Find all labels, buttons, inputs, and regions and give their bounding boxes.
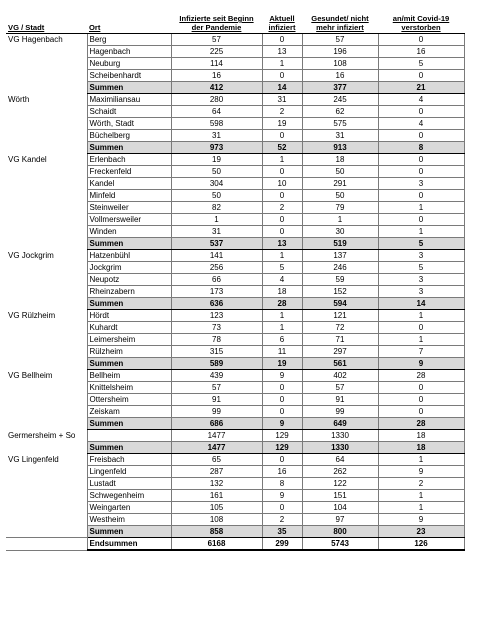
- cell-gesundet: 122: [302, 478, 378, 490]
- cell-verstorben: 0: [378, 406, 464, 418]
- cell-infizierte: 973: [171, 142, 262, 154]
- cell-ort: Erlenbach: [87, 154, 171, 166]
- cell-verstorben: 0: [378, 214, 464, 226]
- cell-aktuell: 13: [262, 46, 302, 58]
- cell-gesundet: 64: [302, 454, 378, 466]
- header-ort: Ort: [87, 10, 171, 34]
- cell-verstorben: 4: [378, 118, 464, 130]
- cell-verstorben: 0: [378, 322, 464, 334]
- cell-aktuell: 19: [262, 358, 302, 370]
- cell-infizierte: 16: [171, 70, 262, 82]
- cell-gesundet: 800: [302, 526, 378, 538]
- cell-stadt-empty: [6, 538, 87, 551]
- cell-ort: Lustadt: [87, 478, 171, 490]
- cell-aktuell: 9: [262, 370, 302, 382]
- cell-gesundet: 104: [302, 502, 378, 514]
- cell-infizierte: 19: [171, 154, 262, 166]
- cell-verstorben: 3: [378, 178, 464, 190]
- cell-ort: Rheinzabern: [87, 286, 171, 298]
- cell-gesundet: 246: [302, 262, 378, 274]
- cell-ort: Vollmersweiler: [87, 214, 171, 226]
- cell-aktuell: 1: [262, 310, 302, 322]
- cell-gesundet: 59: [302, 274, 378, 286]
- header-gesundet: Gesundet/ nicht mehr infiziert: [302, 10, 378, 34]
- cell-gesundet: 262: [302, 466, 378, 478]
- table-header: [6, 10, 464, 34]
- cell-ort: Knittelsheim: [87, 382, 171, 394]
- cell-verstorben: 9: [378, 466, 464, 478]
- cell-verstorben: 18: [378, 442, 464, 454]
- cell-aktuell: 14: [262, 82, 302, 94]
- cell-verstorben: 0: [378, 70, 464, 82]
- cell-infizierte: 1477: [171, 442, 262, 454]
- cell-infizierte: 858: [171, 526, 262, 538]
- cell-ort: Wörth, Stadt: [87, 118, 171, 130]
- cell-ort: Neuburg: [87, 58, 171, 70]
- cell-verstorben: 0: [378, 394, 464, 406]
- cell-infizierte: 99: [171, 406, 262, 418]
- cell-infizierte: 31: [171, 130, 262, 142]
- cell-ort: Schwegenheim: [87, 490, 171, 502]
- cell-gesundet: 575: [302, 118, 378, 130]
- cell-infizierte: 287: [171, 466, 262, 478]
- cell-verstorben: 28: [378, 370, 464, 382]
- cell-infizierte: 64: [171, 106, 262, 118]
- cell-gesundet: 71: [302, 334, 378, 346]
- cell-ort: Hagenbach: [87, 46, 171, 58]
- cell-ort: Minfeld: [87, 190, 171, 202]
- table-row: [6, 454, 464, 466]
- cell-verstorben: 21: [378, 82, 464, 94]
- cell-ort: Neupotz: [87, 274, 171, 286]
- cell-gesundet: 297: [302, 346, 378, 358]
- cell-ort: Bellheim: [87, 370, 171, 382]
- cell-infizierte: 598: [171, 118, 262, 130]
- cell-verstorben: 126: [378, 538, 464, 551]
- cell-infizierte: 57: [171, 34, 262, 46]
- cell-stadt: VG Jockgrim: [8, 250, 54, 260]
- cell-ort: Scheibenhardt: [87, 70, 171, 82]
- cell-ort: Kandel: [87, 178, 171, 190]
- cell-infizierte: 6168: [171, 538, 262, 551]
- cell-aktuell: 2: [262, 106, 302, 118]
- cell-aktuell: 31: [262, 94, 302, 106]
- cell-verstorben: 0: [378, 190, 464, 202]
- cell-ort: Weingarten: [87, 502, 171, 514]
- cell-aktuell: 0: [262, 406, 302, 418]
- cell-verstorben: 28: [378, 418, 464, 430]
- cell-infizierte: 412: [171, 82, 262, 94]
- cell-verstorben: 14: [378, 298, 464, 310]
- cell-ort: Maximiliansau: [87, 94, 171, 106]
- cell-infizierte: 1477: [171, 430, 262, 442]
- cell-infizierte: 1: [171, 214, 262, 226]
- header-verstorben: an/mit Covid-19 verstorben: [378, 10, 464, 34]
- cell-aktuell: 0: [262, 190, 302, 202]
- cell-gesundet: 561: [302, 358, 378, 370]
- cell-aktuell: 2: [262, 514, 302, 526]
- cell-infizierte: 132: [171, 478, 262, 490]
- cell-verstorben: 2: [378, 478, 464, 490]
- cell-aktuell: 35: [262, 526, 302, 538]
- cell-ort: Leimersheim: [87, 334, 171, 346]
- cell-aktuell: 28: [262, 298, 302, 310]
- summary-label: Summen: [87, 358, 171, 370]
- cell-aktuell: 0: [262, 394, 302, 406]
- cell-gesundet: 1: [302, 214, 378, 226]
- cell-verstorben: 0: [378, 166, 464, 178]
- cell-ort: Rülzheim: [87, 346, 171, 358]
- summary-label: Summen: [87, 82, 171, 94]
- cell-verstorben: 5: [378, 238, 464, 250]
- cell-aktuell: 13: [262, 238, 302, 250]
- cell-aktuell: 0: [262, 502, 302, 514]
- table-row: [6, 250, 464, 262]
- cell-gesundet: 1330: [302, 442, 378, 454]
- cell-gesundet: 152: [302, 286, 378, 298]
- cell-infizierte: 256: [171, 262, 262, 274]
- cell-gesundet: 151: [302, 490, 378, 502]
- cell-infizierte: 66: [171, 274, 262, 286]
- cell-gesundet: 594: [302, 298, 378, 310]
- cell-verstorben: 1: [378, 310, 464, 322]
- cell-verstorben: 3: [378, 250, 464, 262]
- cell-gesundet: 402: [302, 370, 378, 382]
- cell-aktuell: 16: [262, 466, 302, 478]
- cell-aktuell: 8: [262, 478, 302, 490]
- cell-infizierte: 686: [171, 418, 262, 430]
- cell-ort: Lingenfeld: [87, 466, 171, 478]
- cell-aktuell: 129: [262, 442, 302, 454]
- summary-label: Summen: [87, 238, 171, 250]
- cell-verstorben: 1: [378, 334, 464, 346]
- cell-gesundet: 72: [302, 322, 378, 334]
- cell-gesundet: 913: [302, 142, 378, 154]
- cell-ort: Zeiskam: [87, 406, 171, 418]
- cell-infizierte: 304: [171, 178, 262, 190]
- cell-gesundet: 97: [302, 514, 378, 526]
- cell-stadt: VG Kandel: [8, 154, 47, 164]
- cell-aktuell: 129: [262, 430, 302, 442]
- cell-ort: Westheim: [87, 514, 171, 526]
- cell-aktuell: 19: [262, 118, 302, 130]
- cell-aktuell: 5: [262, 262, 302, 274]
- cell-aktuell: 9: [262, 490, 302, 502]
- cell-verstorben: 7: [378, 346, 464, 358]
- cell-verstorben: 9: [378, 358, 464, 370]
- cell-aktuell: 0: [262, 382, 302, 394]
- cell-aktuell: 1: [262, 154, 302, 166]
- cell-infizierte: 315: [171, 346, 262, 358]
- cell-gesundet: 57: [302, 382, 378, 394]
- cell-ort: Hatzenbühl: [87, 250, 171, 262]
- cell-aktuell: 2: [262, 202, 302, 214]
- cell-aktuell: 1: [262, 250, 302, 262]
- cell-gesundet: 196: [302, 46, 378, 58]
- cell-infizierte: 537: [171, 238, 262, 250]
- cell-gesundet: 16: [302, 70, 378, 82]
- table-row: [6, 430, 464, 442]
- cell-gesundet: 245: [302, 94, 378, 106]
- covid-case-table: [6, 10, 465, 551]
- summary-label: Summen: [87, 526, 171, 538]
- table-row: [6, 370, 464, 382]
- cell-ort: Berg: [87, 34, 171, 46]
- table-row: [6, 154, 464, 166]
- cell-infizierte: 78: [171, 334, 262, 346]
- summary-label: Summen: [87, 442, 171, 454]
- cell-ort: Freisbach: [87, 454, 171, 466]
- cell-verstorben: 0: [378, 34, 464, 46]
- cell-verstorben: 0: [378, 130, 464, 142]
- cell-infizierte: 50: [171, 166, 262, 178]
- cell-verstorben: 0: [378, 382, 464, 394]
- cell-verstorben: 3: [378, 286, 464, 298]
- cell-gesundet: 519: [302, 238, 378, 250]
- cell-verstorben: 1: [378, 226, 464, 238]
- grand-total-row: [6, 538, 464, 551]
- cell-gesundet: 62: [302, 106, 378, 118]
- cell-verstorben: 3: [378, 274, 464, 286]
- cell-gesundet: 1330: [302, 430, 378, 442]
- cell-gesundet: 5743: [302, 538, 378, 551]
- cell-infizierte: 123: [171, 310, 262, 322]
- cell-stadt: Wörth: [8, 94, 30, 104]
- cell-stadt: VG Rülzheim: [8, 310, 56, 320]
- cell-aktuell: 4: [262, 274, 302, 286]
- cell-verstorben: 0: [378, 154, 464, 166]
- cell-gesundet: 18: [302, 154, 378, 166]
- cell-verstorben: 5: [378, 262, 464, 274]
- cell-infizierte: 225: [171, 46, 262, 58]
- cell-infizierte: 91: [171, 394, 262, 406]
- cell-infizierte: 161: [171, 490, 262, 502]
- cell-verstorben: 8: [378, 142, 464, 154]
- cell-gesundet: 137: [302, 250, 378, 262]
- cell-aktuell: 299: [262, 538, 302, 551]
- cell-ort: Ottersheim: [87, 394, 171, 406]
- cell-ort: Winden: [87, 226, 171, 238]
- cell-infizierte: 439: [171, 370, 262, 382]
- cell-aktuell: 1: [262, 58, 302, 70]
- cell-verstorben: 9: [378, 514, 464, 526]
- cell-aktuell: 1: [262, 322, 302, 334]
- cell-stadt: VG Hagenbach: [8, 35, 63, 44]
- cell-gesundet: 377: [302, 82, 378, 94]
- table-row: [6, 34, 464, 46]
- header-aktuell: Aktuell infiziert: [262, 10, 302, 34]
- cell-verstorben: 1: [378, 502, 464, 514]
- cell-gesundet: 121: [302, 310, 378, 322]
- cell-infizierte: 50: [171, 190, 262, 202]
- cell-gesundet: 30: [302, 226, 378, 238]
- cell-ort: Büchelberg: [87, 130, 171, 142]
- cell-verstorben: 5: [378, 58, 464, 70]
- cell-infizierte: 141: [171, 250, 262, 262]
- cell-ort: Hördt: [87, 310, 171, 322]
- cell-aktuell: 0: [262, 130, 302, 142]
- table-row: [6, 310, 464, 322]
- cell-gesundet: 50: [302, 190, 378, 202]
- cell-aktuell: 52: [262, 142, 302, 154]
- cell-aktuell: 0: [262, 70, 302, 82]
- cell-gesundet: 91: [302, 394, 378, 406]
- cell-aktuell: 18: [262, 286, 302, 298]
- summary-label: Summen: [87, 298, 171, 310]
- cell-infizierte: 105: [171, 502, 262, 514]
- summary-label: Summen: [87, 418, 171, 430]
- cell-verstorben: 0: [378, 106, 464, 118]
- summary-label: Summen: [87, 142, 171, 154]
- cell-infizierte: 636: [171, 298, 262, 310]
- cell-infizierte: 82: [171, 202, 262, 214]
- cell-verstorben: 1: [378, 202, 464, 214]
- cell-verstorben: 23: [378, 526, 464, 538]
- cell-aktuell: 0: [262, 226, 302, 238]
- table-body: [6, 34, 464, 551]
- cell-gesundet: 79: [302, 202, 378, 214]
- cell-gesundet: 99: [302, 406, 378, 418]
- cell-infizierte: 108: [171, 514, 262, 526]
- header-stadt: VG / Stadt: [6, 10, 87, 34]
- cell-aktuell: 0: [262, 34, 302, 46]
- cell-gesundet: 649: [302, 418, 378, 430]
- cell-infizierte: 57: [171, 382, 262, 394]
- cell-gesundet: 31: [302, 130, 378, 142]
- cell-infizierte: 589: [171, 358, 262, 370]
- cell-gesundet: 57: [302, 34, 378, 46]
- cell-verstorben: 1: [378, 454, 464, 466]
- cell-ort: Kuhardt: [87, 322, 171, 334]
- cell-stadt: Germersheim + So: [8, 430, 76, 440]
- cell-infizierte: 173: [171, 286, 262, 298]
- cell-verstorben: 1: [378, 490, 464, 502]
- cell-infizierte: 114: [171, 58, 262, 70]
- cell-infizierte: 280: [171, 94, 262, 106]
- cell-gesundet: 50: [302, 166, 378, 178]
- cell-ort: Freckenfeld: [87, 166, 171, 178]
- total-label: Endsummen: [87, 538, 171, 551]
- cell-aktuell: 0: [262, 214, 302, 226]
- cell-stadt: VG Bellheim: [8, 370, 53, 380]
- cell-gesundet: 108: [302, 58, 378, 70]
- header-infizierte: Infizierte seit Beginn der Pandemie: [171, 10, 262, 34]
- cell-infizierte: 73: [171, 322, 262, 334]
- cell-ort: Schaidt: [87, 106, 171, 118]
- cell-verstorben: 18: [378, 430, 464, 442]
- cell-gesundet: 291: [302, 178, 378, 190]
- cell-aktuell: 9: [262, 418, 302, 430]
- cell-infizierte: 31: [171, 226, 262, 238]
- cell-ort: Steinweiler: [87, 202, 171, 214]
- cell-aktuell: 0: [262, 166, 302, 178]
- cell-stadt: VG Lingenfeld: [6, 454, 87, 538]
- table-row: [6, 94, 464, 106]
- cell-ort: [87, 430, 171, 442]
- cell-aktuell: 11: [262, 346, 302, 358]
- cell-aktuell: 6: [262, 334, 302, 346]
- cell-aktuell: 10: [262, 178, 302, 190]
- cell-infizierte: 65: [171, 454, 262, 466]
- cell-ort: Jockgrim: [87, 262, 171, 274]
- cell-verstorben: 16: [378, 46, 464, 58]
- cell-verstorben: 4: [378, 94, 464, 106]
- cell-aktuell: 0: [262, 454, 302, 466]
